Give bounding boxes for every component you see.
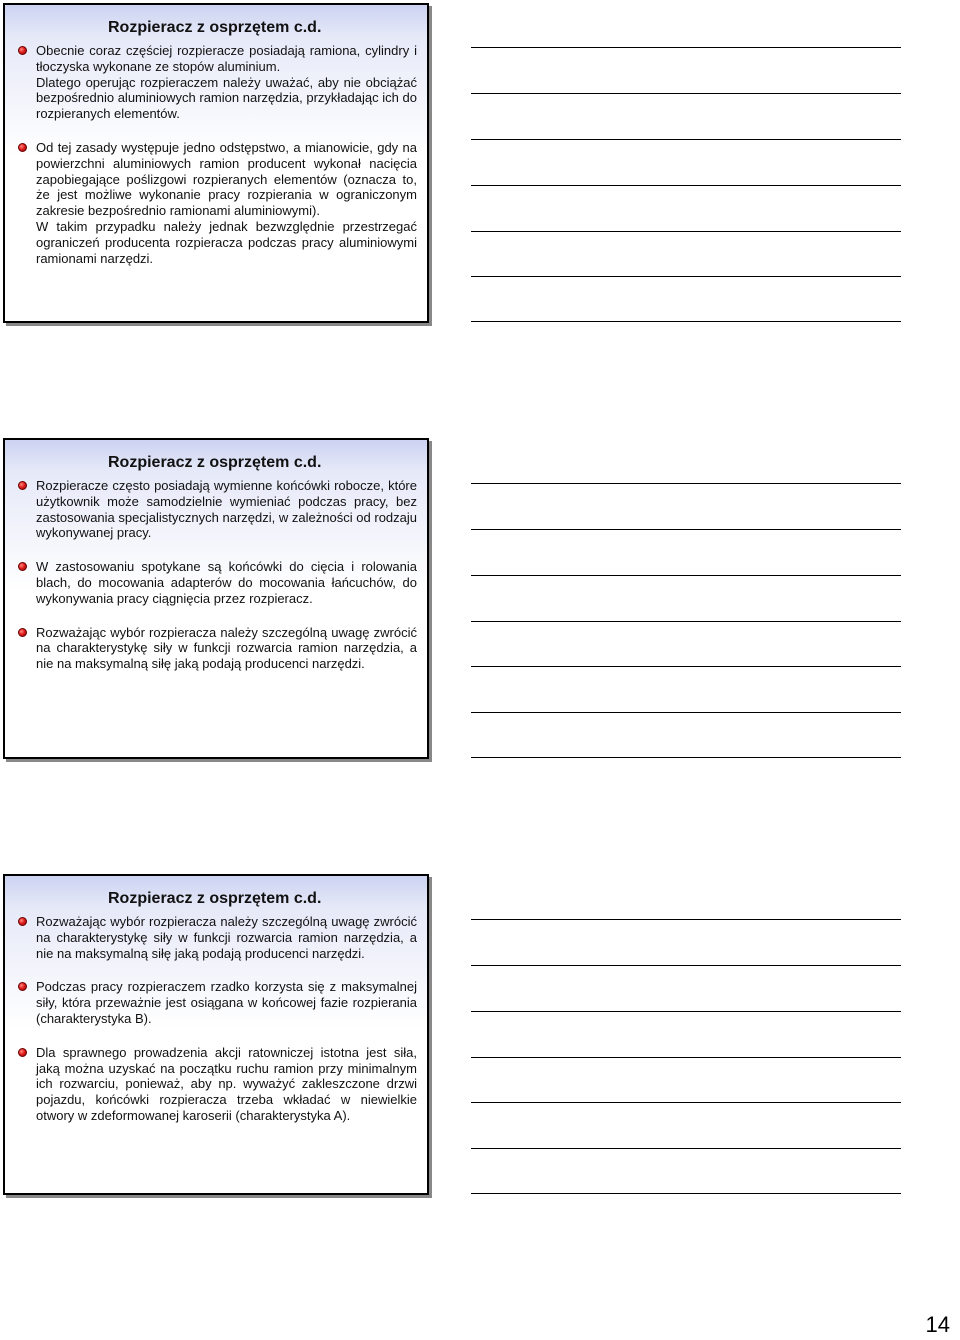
- page-number: 14: [925, 1312, 950, 1337]
- bullet-text-continued: W takim przypadku należy jednak bezwzględnie przestrzegać ograniczeń producenta rozpieracza podczas pracy aluminiowymi ramionami narzędzi.: [36, 218, 417, 266]
- bullet-text: W zastosowaniu spotykane są końcówki do cięcia i rolowania blach, do mocowania adapterów do mocowania łańcuchów, do wykonywania pracy ciągnięcia przez rozpieracz.: [36, 559, 417, 606]
- slide-title: Rozpieracz z osprzętem c.d.: [108, 19, 322, 36]
- note-line: [471, 529, 901, 530]
- note-line: [471, 93, 901, 94]
- slide-2: [3, 438, 429, 759]
- bullet-text-continued: Dlatego operując rozpieraczem należy uważać, aby nie obciążać bezpośrednio aluminiowych ramion narzędzia, przykładając ich do rozpieranych elementów.: [36, 74, 417, 122]
- note-line: [471, 231, 901, 232]
- bullet-text: Rozważając wybór rozpieracza należy szczególną uwagę zwrócić na charakterystykę siły w funkcji rozwarcia ramion narzędzia, a nie na maksymalną siłę jaką podają producenci narzędzi.: [36, 624, 417, 672]
- bullet-item: [17, 914, 417, 961]
- bullet-item: [17, 625, 417, 672]
- bullet-text: Obecnie coraz częściej rozpieracze posiadają ramiona, cylindry i tłoczyska wykonane ze stopów aluminium.: [36, 43, 417, 74]
- note-line: [471, 575, 901, 576]
- bullet-text: Podczas pracy rozpieraczem rzadko korzysta się z maksymalnej siły, która przeważnie jest osiągana w końcowej fazie rozpierania (charakterystyka B).: [36, 979, 417, 1026]
- note-line: [471, 965, 901, 966]
- note-line: [471, 47, 901, 48]
- note-line: [471, 1193, 901, 1194]
- note-line: [471, 666, 901, 667]
- slide-title: Rozpieracz z osprzętem c.d.: [108, 454, 322, 471]
- slide-body: [5, 908, 427, 1124]
- bullet-icon: [18, 562, 27, 571]
- note-line: [471, 483, 901, 484]
- bullet-icon: [18, 143, 27, 152]
- bullet-text: Dla sprawnego prowadzenia akcji ratowniczej istotna jest siła, jaką można uzyskać na początku ruchu ramion przy minimalnym ich rozwarciu, ponieważ, aby np. wyważyć zakleszczone drzwi pojazdu, końcówki rozpieracza trzeba wkładać w niewielkie otwory w zdeformowanej karoserii (charakterystyka A).: [36, 1044, 417, 1123]
- note-line: [471, 757, 901, 758]
- bullet-text: Rozważając wybór rozpieracza należy szczególną uwagę zwrócić na charakterystykę siły w funkcji rozwarcia ramion narzędzia, a nie na maksymalną siłę jaką podają producenci narzędzi.: [36, 914, 417, 961]
- slide-1: [3, 3, 429, 323]
- slide-body: [5, 37, 427, 266]
- slide-title: Rozpieracz z osprzętem c.d.: [108, 890, 322, 907]
- bullet-item: [17, 478, 417, 541]
- bullet-text: Od tej zasady występuje jedno odstępstwo, a mianowicie, gdy na powierzchni aluminiowych ramion producent wykonał nacięcia zapobiegające poślizgowi rozpieranych elementów (oznacza to, że jest możliwe wykonanie pracy rozpierania w ograniczonym zakresie bezpośrednio ramionami aluminiowymi).: [36, 139, 417, 219]
- bullet-icon: [18, 1048, 27, 1057]
- note-line: [471, 919, 901, 920]
- bullet-icon: [18, 917, 27, 926]
- slide-body: [5, 472, 427, 672]
- bullet-item: [17, 140, 417, 266]
- note-line: [471, 1102, 901, 1103]
- bullet-icon: [18, 628, 27, 637]
- note-line: [471, 712, 901, 713]
- note-line: [471, 276, 901, 277]
- bullet-icon: [18, 481, 27, 490]
- bullet-item: [17, 1045, 417, 1124]
- bullet-item: [17, 559, 417, 606]
- note-line: [471, 139, 901, 140]
- note-line: [471, 1011, 901, 1012]
- note-line: [471, 1148, 901, 1149]
- slide-3: [3, 874, 429, 1195]
- note-line: [471, 185, 901, 186]
- bullet-item: [17, 979, 417, 1026]
- bullet-icon: [18, 982, 27, 991]
- note-line: [471, 621, 901, 622]
- note-line: [471, 321, 901, 322]
- bullet-icon: [18, 46, 27, 55]
- note-line: [471, 1057, 901, 1058]
- bullet-text: Rozpieracze często posiadają wymienne końcówki robocze, które użytkownik może samodzielnie wymieniać podczas pracy, bez zastosowania specjalistycznych narzędzi, w zależności od rodzaju wykonywanej pracy.: [36, 478, 417, 541]
- bullet-item: [17, 43, 417, 122]
